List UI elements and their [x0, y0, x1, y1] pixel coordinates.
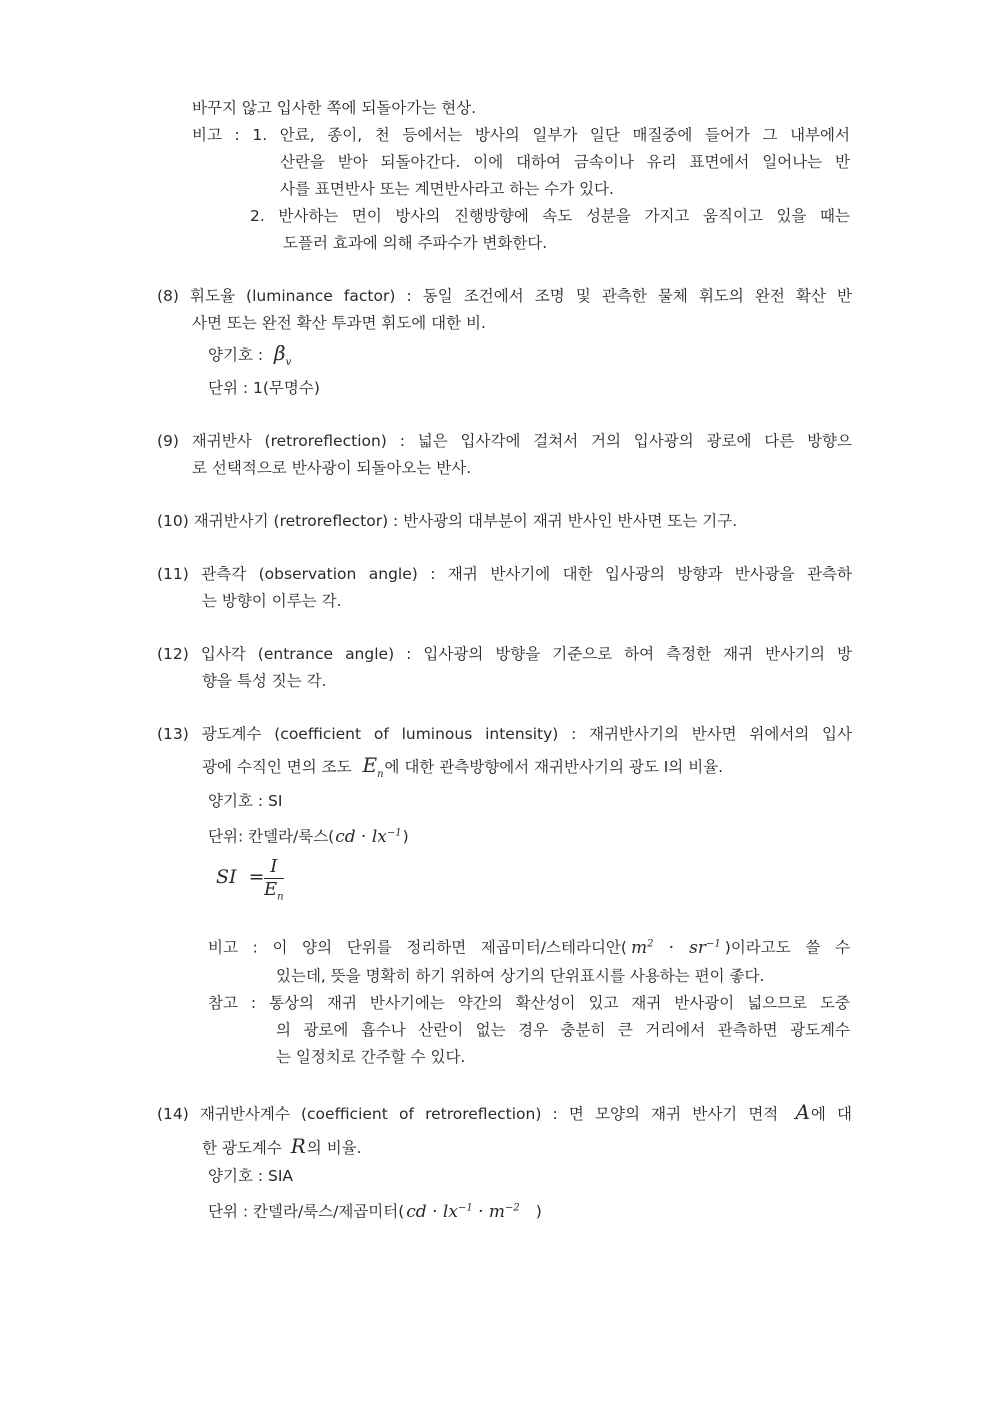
symbol-label: 양기호 :	[208, 346, 264, 364]
section-13-heading: (13) 광도계수 (coefficient of luminous intensity) : 재귀반사기의 반사면 위에서의 입사	[157, 725, 852, 743]
reference-line: 는 일정치로 간주할 수 있다.	[276, 1048, 466, 1066]
fraction-denominator: $E_n$	[264, 879, 284, 903]
note-line: 산란을 받아 되돌아간다. 이에 대하여 금속이나 유리 표면에서 일어나는 반	[280, 153, 850, 171]
formula-fraction	[264, 857, 284, 909]
coefficient-symbol: R	[290, 1134, 306, 1158]
reference-line: 참고 : 통상의 재귀 반사기에는 약간의 확산성이 있고 재귀 반사광이 넓으므로 도중	[208, 994, 850, 1012]
section-14-heading: (14) 재귀반사계수 (coefficient of retroreflection) : 면 모양의 재귀 반사기 면적 A에 대	[157, 1100, 852, 1124]
section-9-text: 로 선택적으로 반사광이 되돌아오는 반사.	[192, 459, 472, 477]
note-line: 도플러 효과에 의해 주파수가 변화한다.	[283, 234, 548, 252]
area-symbol: A	[795, 1100, 810, 1124]
beta-symbol: $\beta_v$	[274, 341, 292, 368]
unit-line: 단위 : 1(무명수)	[208, 379, 320, 397]
unit-formula: cd · $lx^{-1} \cdot m^{-2}$	[406, 1201, 520, 1222]
unit-formula: $m^2 \cdot sr^{-1}$	[630, 937, 721, 958]
formula-lhs: SI =	[216, 866, 265, 888]
section-8-heading: (8) 휘도율 (luminance factor) : 동일 조건에서 조명 및 관측한 물체 휘도의 완전 확산 반	[157, 287, 852, 305]
unit-formula: cd · $lx^{-1}$	[335, 826, 402, 847]
section-12-heading: (12) 입사각 (entrance angle) : 입사광의 방향을 기준으로 하여 측정한 재귀 반사기의 방	[157, 645, 852, 663]
text-line: 바꾸지 않고 입사한 쪽에 되돌아가는 현상.	[192, 99, 477, 117]
section-8-text: 사면 또는 완전 확산 투과면 휘도에 대한 비.	[192, 314, 486, 332]
symbol-line	[208, 343, 291, 373]
unit-line: 단위 : 칸델라/룩스/제곱미터( cd · $lx^{-1} \cdot m^{-2}$ )	[208, 1201, 542, 1222]
note-line: 2. 반사하는 면이 방사의 진행방향에 속도 성분을 가지고 움직이고 있을 때는	[250, 207, 850, 225]
unit-line: 단위: 칸델라/룩스$(cd \cdot lx^{-1})$	[208, 826, 409, 847]
symbol-line: 양기호 : SIA	[208, 1167, 294, 1185]
section-14-text: 한 광도계수 R의 비율.	[202, 1134, 362, 1158]
note-line: 비고 : 1. 안료, 종이, 천 등에서는 방사의 일부가 일단 매질중에 들어가 그 내부에서	[192, 126, 850, 144]
section-13-text: 광에 수직인 면의 조도 $E_n$에 대한 관측방향에서 재귀반사기의 광도 I의 비율.	[202, 753, 724, 780]
section-11-text: 는 방향이 이루는 각.	[202, 592, 342, 610]
section-9-heading: (9) 재귀반사 (retroreflection) : 넓은 입사각에 걸쳐서 거의 입사광의 광로에 다른 방향으	[157, 432, 852, 450]
symbol-line: 양기호 : SI	[208, 792, 283, 810]
note-line: 사를 표면반사 또는 계면반사라고 하는 수가 있다.	[280, 180, 614, 198]
reference-line: 의 광로에 흡수나 산란이 없는 경우 충분히 큰 거리에서 관측하면 광도계수	[276, 1021, 850, 1039]
section-10-heading: (10) 재귀반사기 (retroreflector) : 반사광의 대부분이 재귀 반사인 반사면 또는 기구.	[157, 512, 738, 530]
section-11-heading: (11) 관측각 (observation angle) : 재귀 반사기에 대한 입사광의 방향과 반사광을 관측하	[157, 565, 852, 583]
section-12-text: 향을 특성 짓는 각.	[202, 672, 327, 690]
note-line: 있는데, 뜻을 명확히 하기 위하여 상기의 단위표시를 사용하는 편이 좋다.	[276, 967, 765, 985]
illuminance-symbol: $E_n$	[362, 753, 384, 780]
note-line: 비고 : 이 양의 단위를 정리하면 제곱미터/스테라디안( $m^2 \cdot sr^{-1}$ )이라고도 쓸 수	[208, 937, 851, 958]
fraction-numerator: I	[264, 857, 284, 879]
